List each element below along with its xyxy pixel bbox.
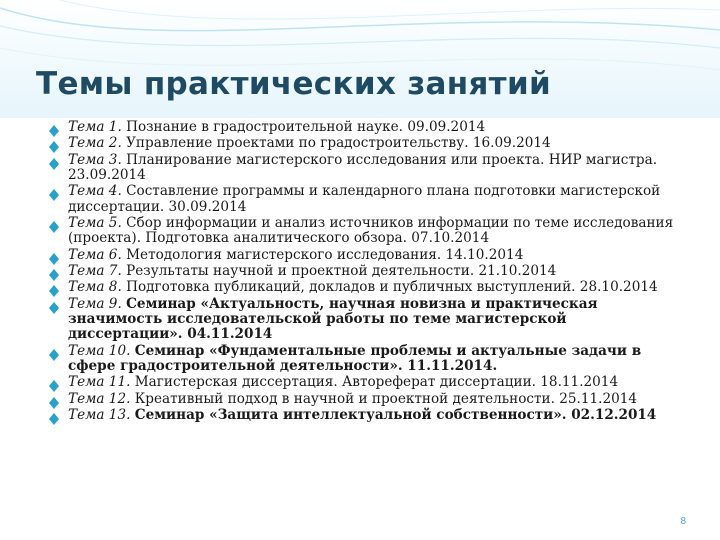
topic-item [48, 375, 680, 390]
topic-label: Тема 9. [68, 295, 122, 312]
topic-label: Тема 8. [68, 279, 122, 296]
topic-text: Планирование магистерского исследования или проекта. НИР магистра. 23.09.2014 [68, 151, 658, 183]
bullet-icon [49, 269, 59, 275]
topic-text: Подготовка публикаций, докладов и публичных выступлений. 28.10.2014 [126, 279, 658, 296]
topic-text: Магистерская диссертация. Автореферат диссертации. 18.11.2014 [134, 374, 619, 391]
topic-text: Составление программы и календарного плана подготовки магистерской диссертации. 30.09.2014 [68, 183, 661, 215]
topic-label: Тема 13. [68, 406, 131, 423]
topic-text: Креативный подход в научной и проектной деятельности. 25.11.2014 [134, 390, 638, 407]
topic-item [48, 120, 680, 135]
topic-label: Тема 12. [68, 390, 131, 407]
topic-label: Тема 10. [68, 342, 131, 359]
topics-content [48, 120, 680, 424]
bullet-icon [49, 349, 59, 355]
topic-label: Тема 6. [68, 246, 122, 263]
bullet-icon [49, 397, 59, 403]
topic-item [48, 264, 680, 279]
topic-label: Тема 5. [68, 214, 122, 231]
bullet-icon [49, 380, 59, 386]
bullet-icon [49, 125, 59, 131]
bullet-icon [49, 413, 59, 419]
topic-item [48, 408, 680, 423]
topic-text: Сбор информации и анализ источников информации по теме исследования (проекта). Подготовка аналитического обзора. 07.10.2014 [68, 214, 674, 247]
topic-item [48, 136, 680, 151]
topic-item [48, 184, 680, 214]
topic-text: Управление проектами по градостроительству. 16.09.2014 [126, 135, 551, 152]
topic-label: Тема 11. [68, 374, 131, 391]
topic-text: Семинар «Актуальность, научная новизна и практическая значимость исследовательской работы по теме магистерской диссертации». 04.11.2014 [68, 295, 598, 343]
topic-item [48, 297, 680, 343]
topic-item [48, 392, 680, 407]
topic-text: Семинар «Фундаментальные проблемы и актуальные задачи в сфере градостроительной деятельности». 11.11.2014. [68, 342, 642, 374]
bullet-icon [49, 141, 59, 147]
topic-text: Семинар «Защита интеллектуальной собственности». 02.12.2014 [134, 406, 657, 423]
topic-item [48, 248, 680, 263]
topic-item [48, 153, 680, 183]
topic-text: Результаты научной и проектной деятельности. 21.10.2014 [126, 262, 557, 279]
topic-item [48, 216, 680, 246]
topic-text: Познание в градостроительной науке. 09.09.2014 [126, 119, 486, 135]
bullet-icon [49, 221, 59, 227]
bullet-icon [49, 285, 59, 291]
bullet-icon [49, 189, 59, 195]
topic-label: Тема 1. [68, 119, 122, 135]
topic-label: Тема 4. [68, 183, 122, 200]
topic-label: Тема 2. [68, 135, 122, 152]
topic-item [48, 280, 680, 295]
topic-label: Тема 3. [68, 151, 122, 168]
page-number: 8 [680, 516, 686, 527]
slide-title: Темы практических занятий [36, 66, 551, 102]
bullet-icon [49, 302, 59, 308]
bullet-icon [49, 158, 59, 164]
topic-text: Методология магистерского исследования. 14.10.2014 [126, 246, 524, 263]
topic-label: Тема 7. [68, 262, 122, 279]
topic-list [48, 120, 680, 423]
bullet-icon [49, 253, 59, 259]
topic-item [48, 344, 680, 374]
